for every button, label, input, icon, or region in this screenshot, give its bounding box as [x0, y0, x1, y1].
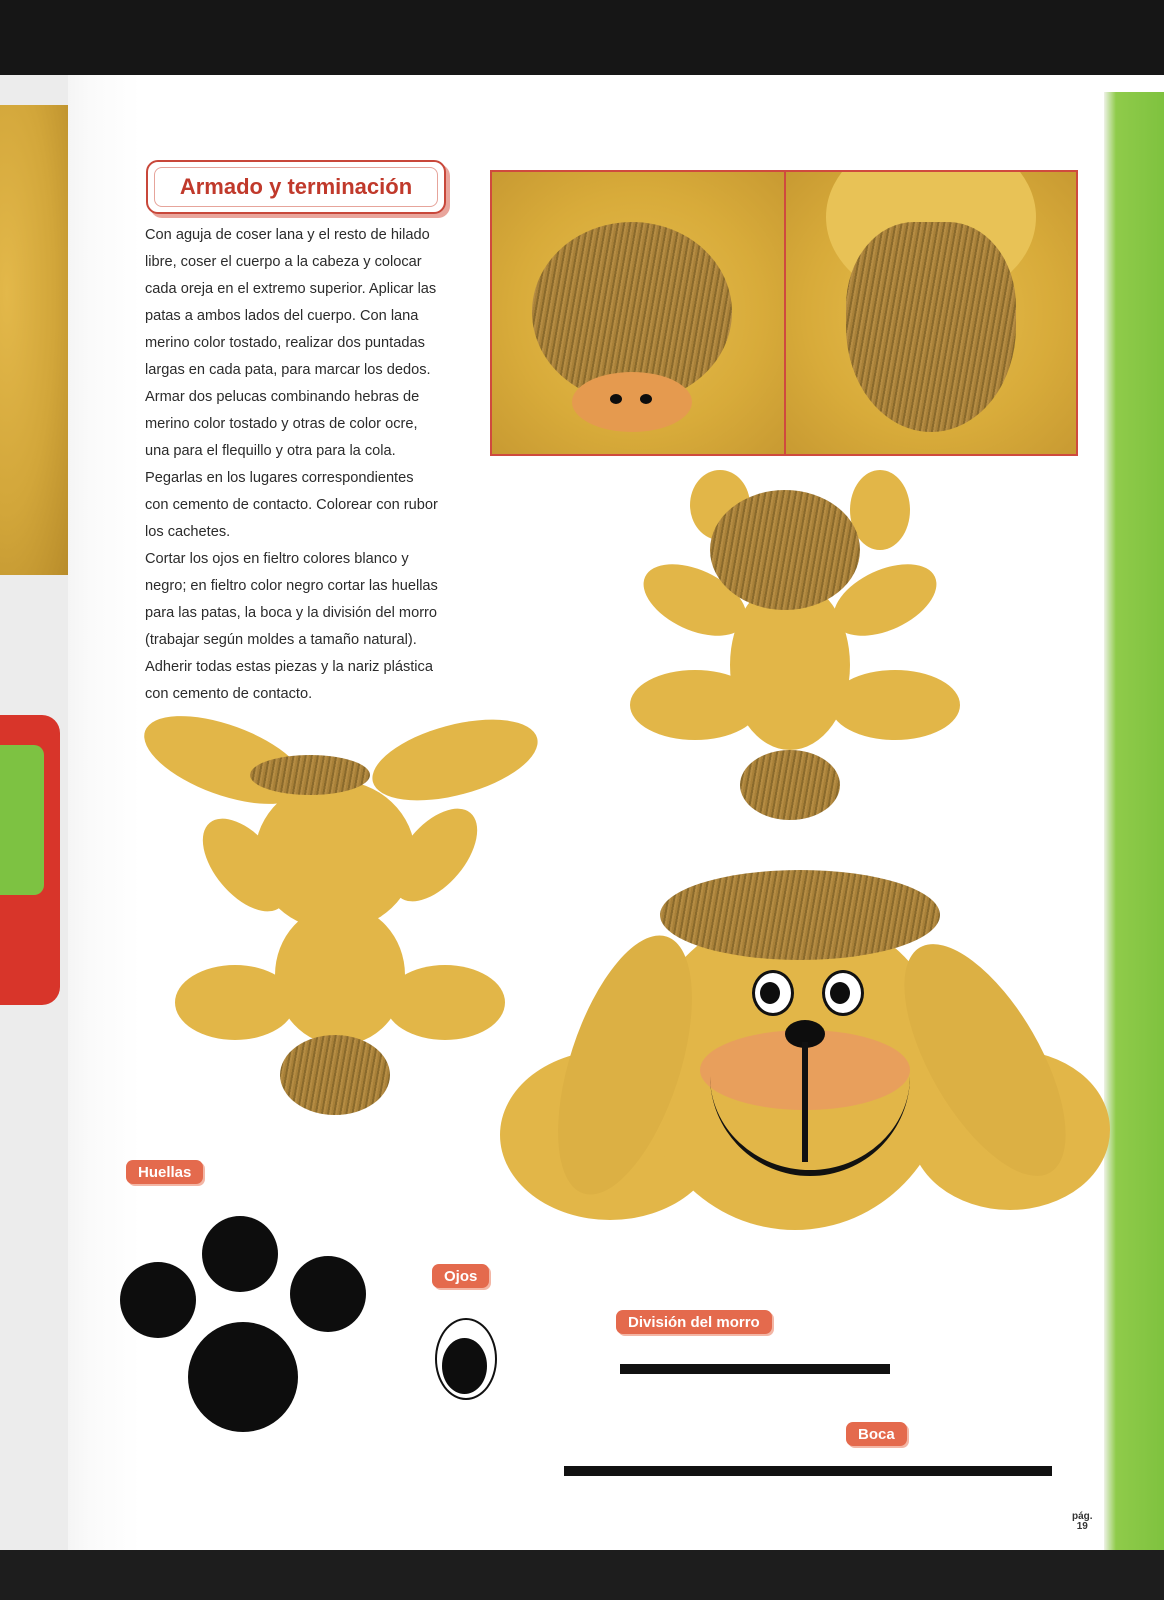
- yarn-tail: [280, 1035, 390, 1115]
- label-boca: Boca: [846, 1422, 907, 1446]
- toy-photo-top-view: [630, 470, 960, 830]
- label-huellas: Huellas: [126, 1160, 203, 1184]
- section-title: Armado y terminación: [154, 167, 438, 207]
- facing-page-photo: [0, 105, 68, 575]
- text-line: los cachetes.: [145, 524, 231, 540]
- toy-leg: [830, 670, 960, 740]
- toy-pupil: [830, 982, 850, 1004]
- text-line: patas a ambos lados del cuerpo. Con lana: [145, 308, 419, 324]
- green-margin-bar: [1104, 92, 1164, 1550]
- text-line: Con aguja de coser lana y el resto de hilado: [145, 227, 430, 243]
- text-line: Adherir todas estas piezas y la nariz plástica: [145, 659, 433, 675]
- yarn-tail: [846, 222, 1016, 432]
- mouth-pattern: [564, 1466, 1052, 1476]
- toy-photo-back-view: [140, 725, 550, 1125]
- instructions-text: [145, 222, 465, 708]
- toy-pupil: [760, 982, 780, 1004]
- text-line: una para el flequillo y otra para la cola.: [145, 443, 396, 459]
- toy-snout: [572, 372, 692, 432]
- eye-pattern-black: [442, 1338, 487, 1394]
- scan-border-top: [0, 0, 1164, 75]
- paw-main-pad: [188, 1322, 298, 1432]
- label-division-morro: División del morro: [616, 1310, 772, 1334]
- toy-body: [275, 905, 405, 1045]
- toy-photo-front-view: [490, 870, 1140, 1250]
- toy-leg: [385, 965, 505, 1040]
- toy-leg: [175, 965, 295, 1040]
- page-number-value: 19: [1076, 1521, 1088, 1532]
- yarn-fringe: [660, 870, 940, 960]
- photo-tail-detail: [786, 172, 1076, 454]
- text-line: merino color tostado y otras de color ocre,: [145, 416, 418, 432]
- text-line: Armar dos pelucas combinando hebras de: [145, 389, 420, 405]
- text-line: con cemento de contacto.: [145, 686, 313, 702]
- text-line: Pegarlas en los lugares correspondientes: [145, 470, 414, 486]
- section-title-box: [146, 160, 446, 214]
- label-ojos: Ojos: [432, 1264, 489, 1288]
- facing-page-green-tab: [0, 745, 44, 895]
- text-line: con cemento de contacto. Colorear con rubor: [145, 497, 438, 513]
- text-line: largas en cada pata, para marcar los dedos.: [145, 362, 431, 378]
- paw-toe-pad: [202, 1216, 278, 1292]
- facing-page-edge: [0, 75, 68, 1550]
- text-line: merino color tostado, realizar dos puntadas: [145, 335, 425, 351]
- toy-ear: [850, 470, 910, 550]
- detail-photos-frame: [490, 170, 1078, 456]
- yarn-tail: [740, 750, 840, 820]
- paw-toe-pad: [120, 1262, 196, 1338]
- text-line: negro; en fieltro color negro cortar las huellas: [145, 578, 438, 594]
- paw-toe-pad: [290, 1256, 366, 1332]
- muzzle-division-pattern: [620, 1364, 890, 1374]
- toy-leg: [630, 670, 760, 740]
- yarn-fringe: [250, 755, 370, 795]
- page-number: [1072, 1512, 1093, 1532]
- eye-mark: [610, 394, 622, 404]
- text-line: libre, coser el cuerpo a la cabeza y colocar: [145, 254, 422, 270]
- eye-mark: [640, 394, 652, 404]
- page-number-prefix: pág.: [1072, 1511, 1093, 1522]
- scan-border-bottom: [0, 1550, 1164, 1600]
- text-line: cada oreja en el extremo superior. Aplicar las: [145, 281, 437, 297]
- yarn-fringe: [710, 490, 860, 610]
- text-line: Cortar los ojos en fieltro colores blanco y: [145, 551, 409, 567]
- text-line: (trabajar según moldes a tamaño natural).: [145, 632, 417, 648]
- photo-fringe-detail: [492, 172, 786, 454]
- text-line: para las patas, la boca y la división del morro: [145, 605, 438, 621]
